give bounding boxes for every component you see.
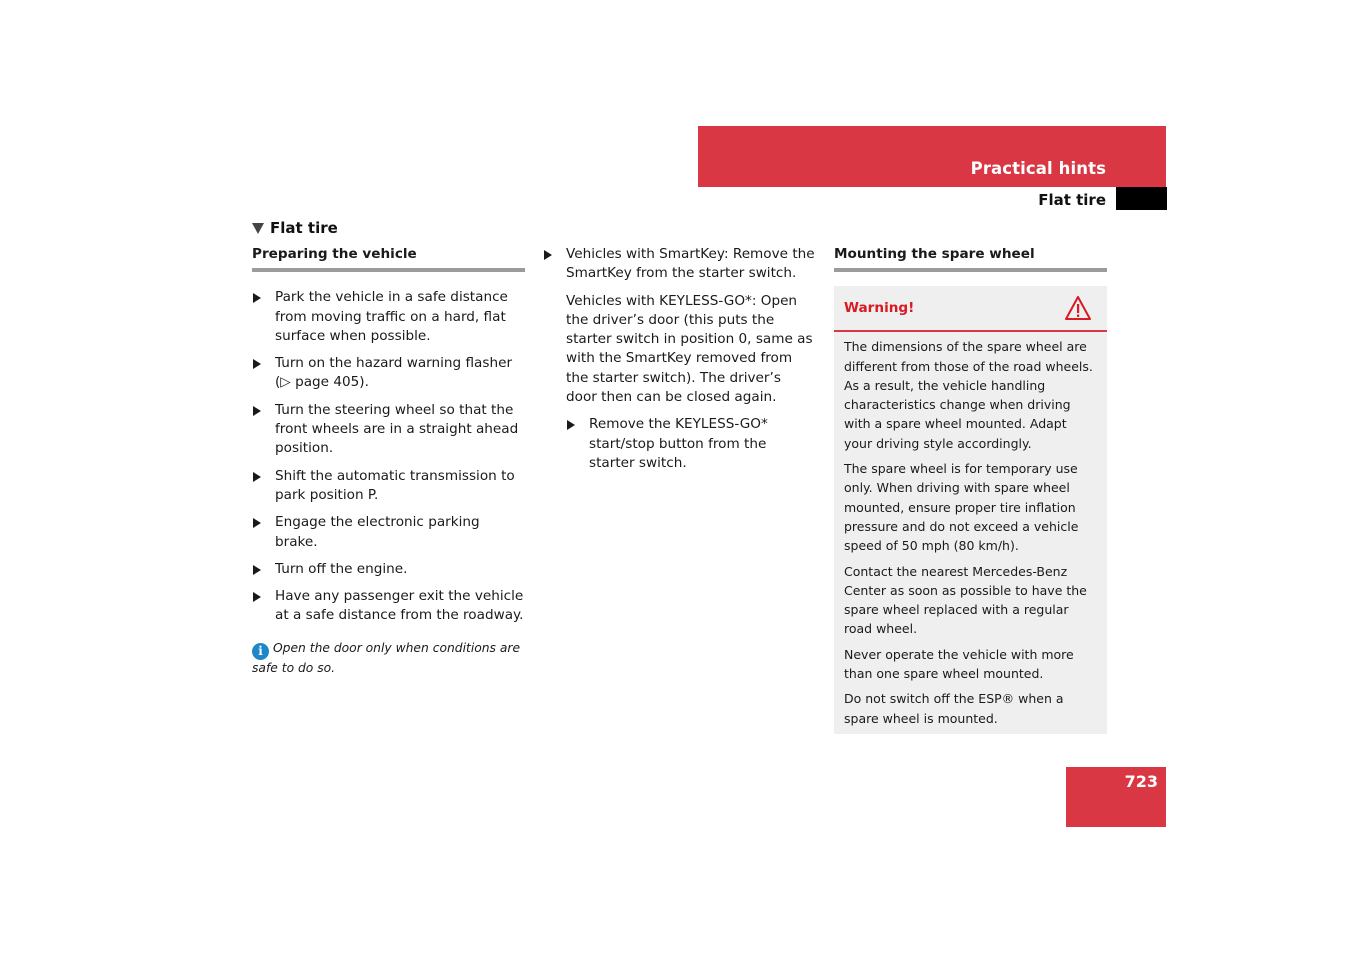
main-heading [252, 219, 338, 237]
column-preparing [252, 245, 525, 676]
page-number-box [1066, 767, 1166, 827]
column-heading-mounting: Mounting the spare wheel [834, 245, 1107, 272]
column-mounting [834, 245, 1107, 734]
arrow-right-icon [253, 472, 261, 482]
warning-paragraph: Do not switch off the ESP® when a spare wheel is mounted. [844, 691, 1064, 726]
list-item: Engage the electronic parking brake. [252, 513, 525, 552]
arrow-right-icon [253, 359, 261, 369]
arrow-right-icon [253, 293, 261, 303]
section-title: Practical hints [970, 159, 1106, 178]
keyless-paragraph: Vehicles with KEYLESS-GO*: Open the driver’s door (this puts the starter switch in position 0, same as with the SmartKey removed from the starter switch). The driver’s door then can be closed again. [566, 292, 813, 406]
subsection-title: Flat tire [1038, 191, 1106, 209]
main-heading-text: Flat tire [270, 219, 338, 237]
arrow-right-icon [253, 592, 261, 602]
warning-header [834, 286, 1107, 332]
list-item: Have any passenger exit the vehicle at a safe distance from the roadway. [252, 587, 525, 626]
warning-box [834, 286, 1107, 734]
list-item: Shift the automatic transmission to park position P. [252, 467, 525, 506]
list-item: Turn on the hazard warning flasher (▷ page 405). [252, 354, 525, 393]
info-icon: i [252, 643, 269, 660]
warning-paragraph: The dimensions of the spare wheel are different from those of the road wheels. As a result, the vehicle handling characteristics change when driving with a spare wheel mounted. Adapt your driving style accordingly. [844, 339, 1093, 451]
arrow-right-icon [253, 406, 261, 416]
arrow-right-icon [253, 565, 261, 575]
warning-paragraph: Never operate the vehicle with more than one spare wheel mounted. [844, 646, 1074, 682]
list-item: Vehicles with SmartKey: Remove the SmartKey from the starter switch. [543, 245, 815, 284]
warning-paragraph: Contact the nearest Mercedes-Benz Center as soon as possible to have the spare wheel replaced with a regular road wheel. [844, 563, 1087, 637]
warning-title: Warning! [844, 299, 915, 316]
column-keyless [543, 245, 815, 481]
arrow-right-icon [253, 518, 261, 528]
list-item: Turn the steering wheel so that the front wheels are in a straight ahead position. [252, 401, 525, 459]
chapter-tab-marker [1116, 187, 1167, 210]
list-item: Remove the KEYLESS-GO* start/stop button from the starter switch. [566, 415, 815, 473]
list-item: Turn off the engine. [252, 560, 525, 579]
column-heading-preparing: Preparing the vehicle [252, 245, 525, 272]
warning-body [834, 332, 1107, 734]
arrow-right-icon [567, 420, 575, 430]
info-note: i Open the door only when conditions are safe to do so. [252, 640, 521, 675]
arrow-right-icon [544, 250, 552, 260]
page-number: 723 [1124, 772, 1158, 791]
warning-paragraph: The spare wheel is for temporary use only. When driving with spare wheel mounted, ensure proper tire inflation pressure and do not exceed a vehicle speed of 50 mph (80 km/h). [844, 461, 1079, 554]
list-item: Park the vehicle in a safe distance from moving traffic on a hard, flat surface when possible. [252, 288, 525, 346]
triangle-down-icon [252, 223, 264, 234]
warning-triangle-icon [1064, 295, 1092, 321]
